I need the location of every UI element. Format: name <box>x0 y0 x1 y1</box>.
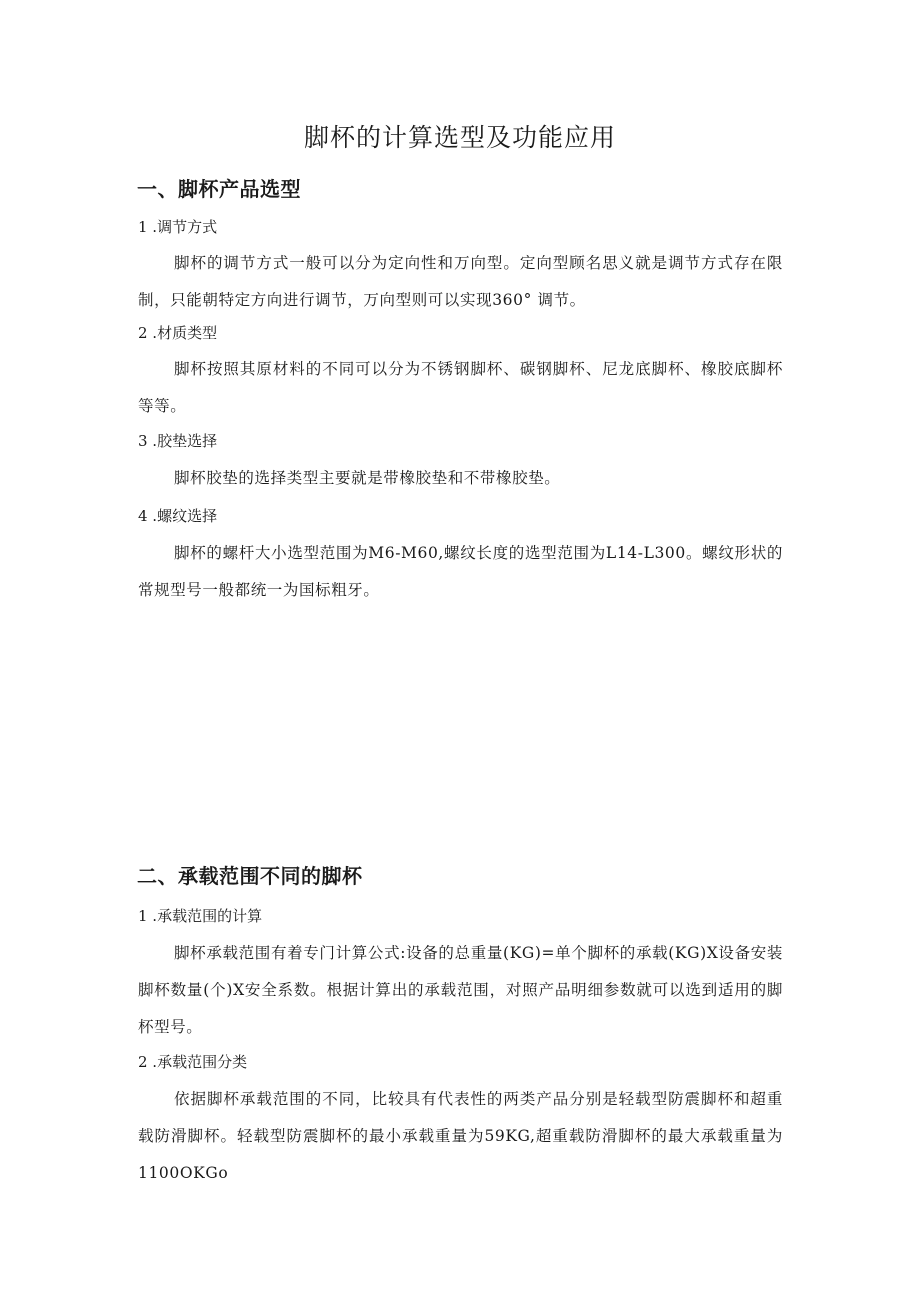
item-text-rubber-pad: 脚杯胶垫的选择类型主要就是带橡胶垫和不带橡胶垫。 <box>174 469 561 487</box>
item-text-load-classification: 依据脚杯承载范围的不同，比较具有代表性的两类产品分别是轻载型防震脚杯和超重载防滑脚杯。轻载型防震脚杯的最小承载重量为59KG,超重载防滑脚杯的最大承载重量为1100OKGo <box>138 1090 783 1182</box>
item-text-adjustment: 脚杯的调节方式一般可以分为定向性和万向型。定向型顾名思义就是调节方式存在限制，只能朝特定方向进行调节，万向型则可以实现360° 调节。 <box>138 254 783 309</box>
page-title: 脚杯的计算选型及功能应用 <box>303 123 616 152</box>
item-text-load-calculation: 脚杯承载范围有着专门计算公式:设备的总重量(KG)=单个脚杯的承载(KG)X设备安装脚杯数量(个)X安全系数。根据计算出的承载范围，对照产品明细参数就可以选到适用的脚杯型号。 <box>138 944 783 1036</box>
item-label-load-classification: 2 .承载范围分类 <box>138 1053 248 1071</box>
item-label-rubber-pad: 3 .胶垫选择 <box>138 432 218 450</box>
section-heading-load-range: 二、承载范围不同的脚杯 <box>137 864 363 888</box>
item-label-material: 2 .材质类型 <box>138 324 218 342</box>
item-text-thread: 脚杯的螺杆大小选型范围为M6-M60,螺纹长度的选型范围为L14-L300。螺纹形状的常规型号一般都统一为国标粗牙。 <box>138 544 783 599</box>
item-label-thread: 4 .螺纹选择 <box>138 507 218 525</box>
section-heading-product-selection: 一、脚杯产品选型 <box>137 177 301 201</box>
item-text-material: 脚杯按照其原材料的不同可以分为不锈钢脚杯、碳钢脚杯、尼龙底脚杯、橡胶底脚杯等等。 <box>138 360 783 415</box>
item-label-load-calculation: 1 .承载范围的计算 <box>138 907 263 925</box>
item-label-adjustment: 1 .调节方式 <box>138 218 218 236</box>
